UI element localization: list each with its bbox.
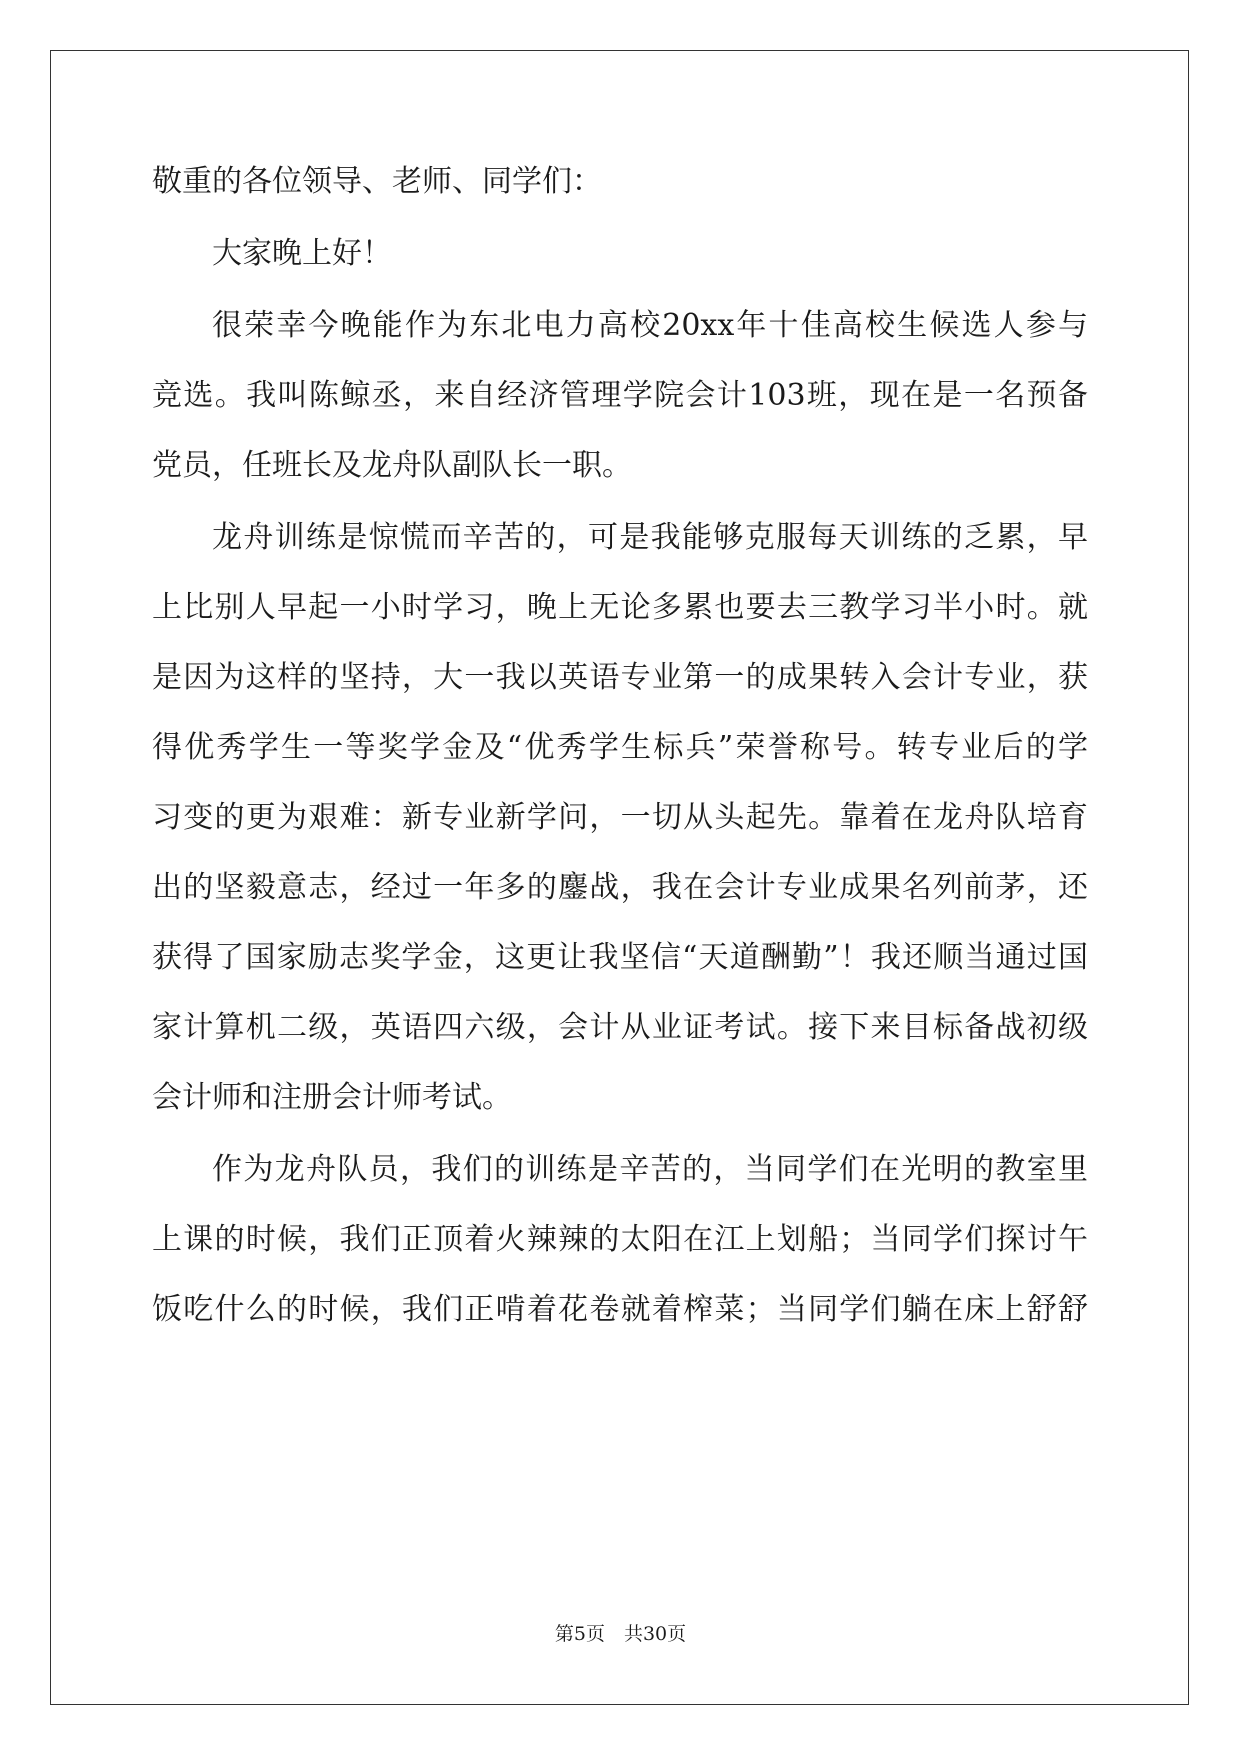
paragraph-2-line-5: 习变的更为艰难：新专业新学问，一切从头起先。靠着在龙舟队培育 (152, 800, 1088, 835)
salutation-line: 敬重的各位领导、老师、同学们： (152, 164, 602, 199)
paragraph-3-line-2: 上课的时候，我们正顶着火辣辣的太阳在江上划船；当同学们探讨午 (152, 1222, 1088, 1257)
greeting-line: 大家晚上好！ (212, 236, 392, 271)
paragraph-2-line-7: 获得了国家励志奖学金，这更让我坚信“天道酬勤”！我还顺当通过国 (152, 940, 1088, 975)
paragraph-1-line-1: 很荣幸今晚能作为东北电力高校20xx年十佳高校生候选人参与 (212, 308, 1088, 343)
paragraph-2-line-6: 出的坚毅意志，经过一年多的鏖战，我在会计专业成果名列前茅，还 (152, 870, 1088, 905)
paragraph-3-line-1: 作为龙舟队员，我们的训练是辛苦的，当同学们在光明的教室里 (212, 1152, 1088, 1187)
paragraph-2-line-9: 会计师和注册会计师考试。 (152, 1080, 512, 1115)
paragraph-2-line-2: 上比别人早起一小时学习，晚上无论多累也要去三教学习半小时。就 (152, 590, 1088, 625)
paragraph-2-line-3: 是因为这样的坚持，大一我以英语专业第一的成果转入会计专业，获 (152, 660, 1088, 695)
paragraph-2-line-4: 得优秀学生一等奖学金及“优秀学生标兵”荣誉称号。转专业后的学 (152, 730, 1088, 765)
paragraph-1-line-2: 竞选。我叫陈鲸丞，来自经济管理学院会计103班，现在是一名预备 (152, 378, 1088, 413)
paragraph-1-line-3: 党员，任班长及龙舟队副队长一职。 (152, 448, 632, 483)
page-number-footer: 第5页 共30页 (554, 1623, 687, 1645)
paragraph-2-line-1: 龙舟训练是惊慌而辛苦的，可是我能够克服每天训练的乏累，早 (212, 520, 1088, 555)
paragraph-2-line-8: 家计算机二级，英语四六级，会计从业证考试。接下来目标备战初级 (152, 1010, 1088, 1045)
paragraph-3-line-3: 饭吃什么的时候，我们正啃着花卷就着榨菜；当同学们躺在床上舒舒 (152, 1292, 1088, 1327)
